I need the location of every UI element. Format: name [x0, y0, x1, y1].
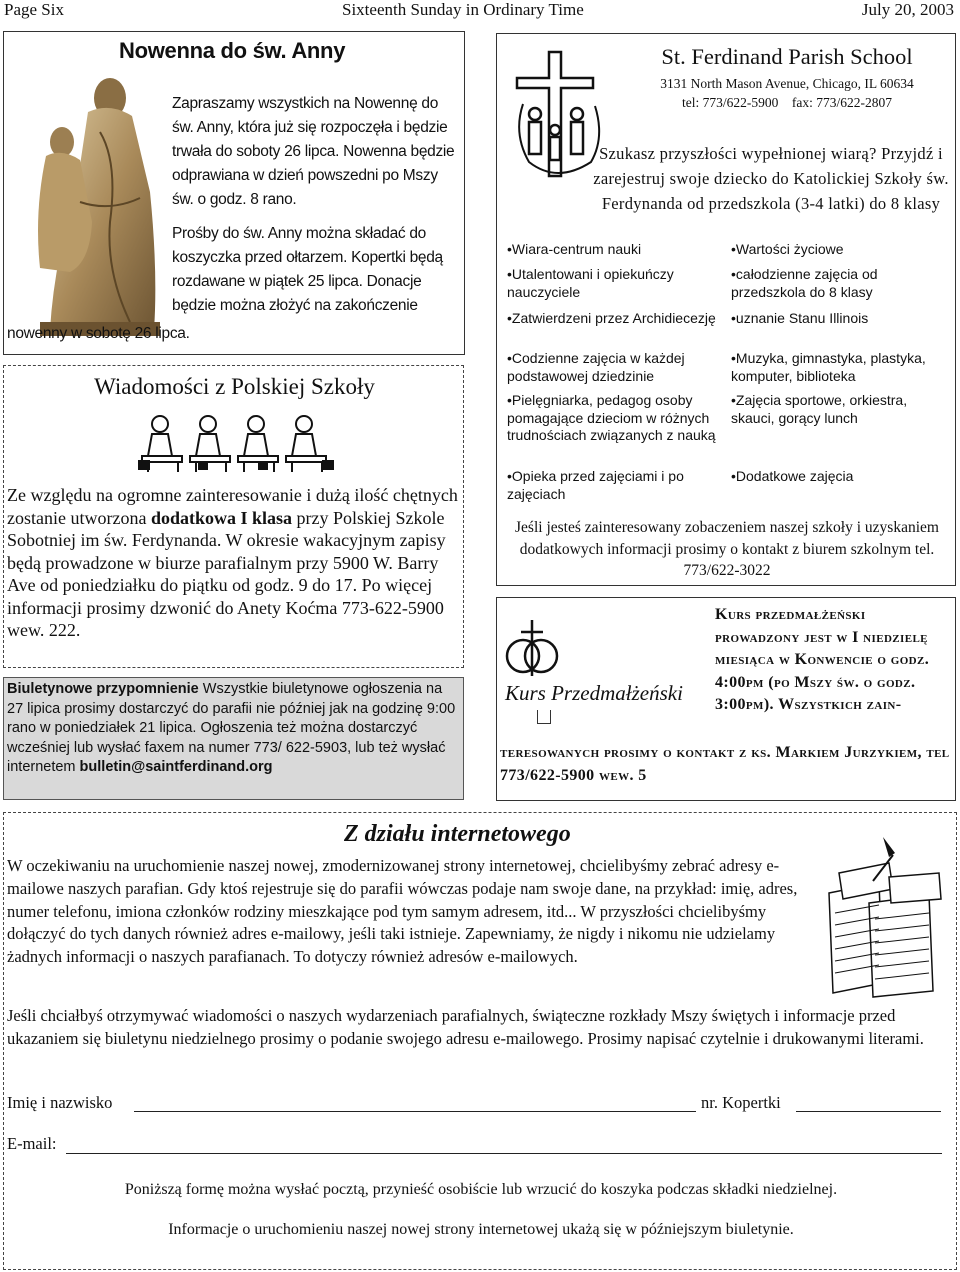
marriage-course-box: [496, 597, 956, 801]
internet-section: [3, 812, 957, 1270]
school-children-illustration: [138, 412, 336, 474]
internet-section-title: Z działu internetowego: [344, 821, 571, 847]
email-field-label: E-mail:: [7, 1134, 57, 1153]
feature-right-4: •Muzyka, gimnastyka, plastyka, komputer, biblioteka: [731, 350, 926, 384]
website-launch-note: Informacje o uruchomieniu naszej nowej strony internetowej ukażą się w późniejszym biuletynie.: [168, 1221, 794, 1238]
novena-petitions-text-end: nowenny w sobotę 26 lipca.: [7, 325, 190, 342]
feature-right-3: •uznanie Stanu Illinois: [731, 310, 869, 326]
school-address-block: [617, 74, 957, 112]
feature-left-4: •Codzienne zajęcia w każdej podstawowej dziedzinie: [507, 350, 685, 384]
marriage-course-label: Kurs Przedmałżeński: [505, 681, 683, 705]
school-slogan: Szukasz przyszłości wypełnionej wiarą? Przyjdź i zarejestruj swoje dziecko do Katolickiej Szkoły św. Ferdynanda od przedszkola (3-4 latki) do 8 klasy: [593, 144, 949, 213]
st-anne-statue-image: [10, 72, 162, 340]
wedding-rings-cross-icon: [497, 616, 569, 686]
novena-title: Nowenna do św. Anny: [119, 38, 346, 63]
school-name: St. Ferdinand Parish School: [661, 44, 913, 69]
marriage-course-contact: teresowanych prosimy o kontakt z ks. Markiem Jurzykiem, tel 773/622-5900 wew. 5: [500, 744, 950, 784]
bulletin-reminder-box: [3, 677, 464, 800]
bulletin-reminder-text: [7, 680, 462, 778]
internet-intro-text: W oczekiwaniu na uruchomienie naszej nowej, zmodernizowanej strony internetowej, chcielibyśmy zebrać adresy e-mailowe naszych parafian. Gdy ktoś rejestruje się do parafii wówczas podaje nam swoje dane, na przykład: imię, adres, numer telefonu, imiona członków rodziny mieszkające pod tym samym adresem, itd... W przyszłości chcielibyśmy dołączyć do tych danych również adres e-mailowy, jeśli taki istnieje. Zapewniamy, że nigdy i nikomu nie udzielamy żadnych informacji o naszych parafianach. To dotyczy również adresów e-mailowych.: [7, 856, 798, 967]
name-field-line[interactable]: [134, 1111, 696, 1112]
paper-stack-illustration: [809, 833, 954, 1001]
internet-request-text: Jeśli chciałbyś otrzymywać wiadomości o naszych wydarzeniach parafialnych, świąteczne rozkłady Mszy świętych i informacje przed ukazaniem się biuletynu niedzielnego prosimy o podanie swojego adresu e-mailowego. Prosimy napisać czytelnie i drukowanymi literami.: [7, 1006, 924, 1048]
school-address: 3131 North Mason Avenue, Chicago, IL 60634: [660, 76, 914, 91]
novena-invitation-text: Zapraszamy wszystkich na Nowennę do św. Anny, która już się rozpoczęła i będzie trwała do soboty 26 lipca. Nowenna będzie odprawiana w dzień powszedni po Mszy św. o godz. 8 rano.: [172, 95, 455, 208]
feature-right-5: •Zajęcia sportowe, orkiestra, skauci, gorący lunch: [731, 392, 908, 426]
feature-left-2: •Utalentowani i opiekuńczy nauczyciele: [507, 266, 674, 300]
feature-right-6: •Dodatkowe zajęcia: [731, 468, 854, 484]
liturgical-day: Sixteenth Sunday in Ordinary Time: [342, 0, 584, 19]
feature-left-6: •Opieka przed zajęciami i po zajęciach: [507, 468, 684, 502]
parish-school-box: [496, 33, 956, 586]
email-field-line[interactable]: [66, 1153, 942, 1154]
polish-school-text: Ze względu na ogromne zainteresowanie i dużą ilość chętnych zostanie utworzona: [7, 485, 458, 528]
page-header: [0, 0, 960, 22]
bulletin-email[interactable]: bulletin@saintferdinand.org: [79, 759, 273, 775]
feature-right-1: •Wartości życiowe: [731, 241, 844, 257]
feature-right-2: •całodzienne zajęcia od przedszkola do 8 klasy: [731, 266, 878, 300]
polish-school-box: [3, 365, 464, 668]
polish-school-text-cont: przy Polskiej Szkole Sobotniej im św. Ferdynanda. W okresie wakacyjnym zapisy będą prowadzone w biurze parafialnym przy 5900 W. Barry Ave od poniedziałku do piątku od godz. 9 do 17. Po więcej informacji prosimy dzwonić do Anety Koćma 773-622-5900 wew. 222.: [7, 507, 446, 640]
form-submission-note: Poniższą formę można wysłać pocztą, przynieść osobiście lub wrzucić do koszyka podczas składki niedzielnej.: [124, 1181, 838, 1198]
feature-left-1: •Wiara-centrum nauki: [507, 241, 642, 257]
reminder-heading: Biuletynowe przypomnienie: [7, 681, 199, 697]
novena-box: [3, 31, 465, 355]
school-contact-footer: Jeśli jesteś zainteresowany zobaczeniem naszej szkoły i uzyskaniem dodatkowych informacji prosimy o kontakt z biurem szkolnym tel. 773/622-3022: [515, 519, 939, 579]
envelope-field-label: nr. Kopertki: [701, 1093, 781, 1112]
extra-class-highlight: dodatkowa I klasa: [150, 507, 292, 528]
feature-left-3: •Zatwierdzeni przez Archidiecezję: [507, 310, 716, 326]
envelope-field-line[interactable]: [796, 1111, 941, 1112]
novena-petitions-text: Prośby do św. Anny można składać do koszyczka przed ołtarzem. Kopertki będą rozdawane w piątek 25 lipca. Donacje będzie można złożyć na zakończenie: [172, 225, 443, 314]
polish-school-title: Wiadomości z Polskiej Szkoły: [94, 374, 375, 399]
decorative-bracket: [537, 710, 551, 724]
polish-school-body: [7, 484, 462, 642]
school-phones: tel: 773/622-5900 fax: 773/622-2807: [682, 95, 892, 110]
reminder-body: Wszystkie biuletynowe ogłoszenia na 27 lipica prosimy dostarczyć do parafii nie później jak na godzinę 9:00 rano w poniedziałek 21 lipica. Ogłoszenia też można dostarczyć wcześniej lub wysłać faxem na numer 773/ 622-5903, lub też wysłać internetem: [7, 681, 456, 775]
page-number: Page Six: [4, 0, 64, 19]
marriage-course-details: Kurs przedmałżeński prowadzony jest w I niedzielę miesiąca w Konwencie o godz. 4:00pm (po Mszy św. o godz. 3:00pm). Wszystkich zain-: [715, 606, 930, 713]
name-field-label: Imię i nazwisko: [7, 1093, 113, 1112]
issue-date: July 20, 2003: [861, 0, 954, 19]
feature-left-5: •Pielęgniarka, pedagog osoby pomagające dzieciom w różnych trudnościach związanych z nauką: [507, 392, 716, 443]
